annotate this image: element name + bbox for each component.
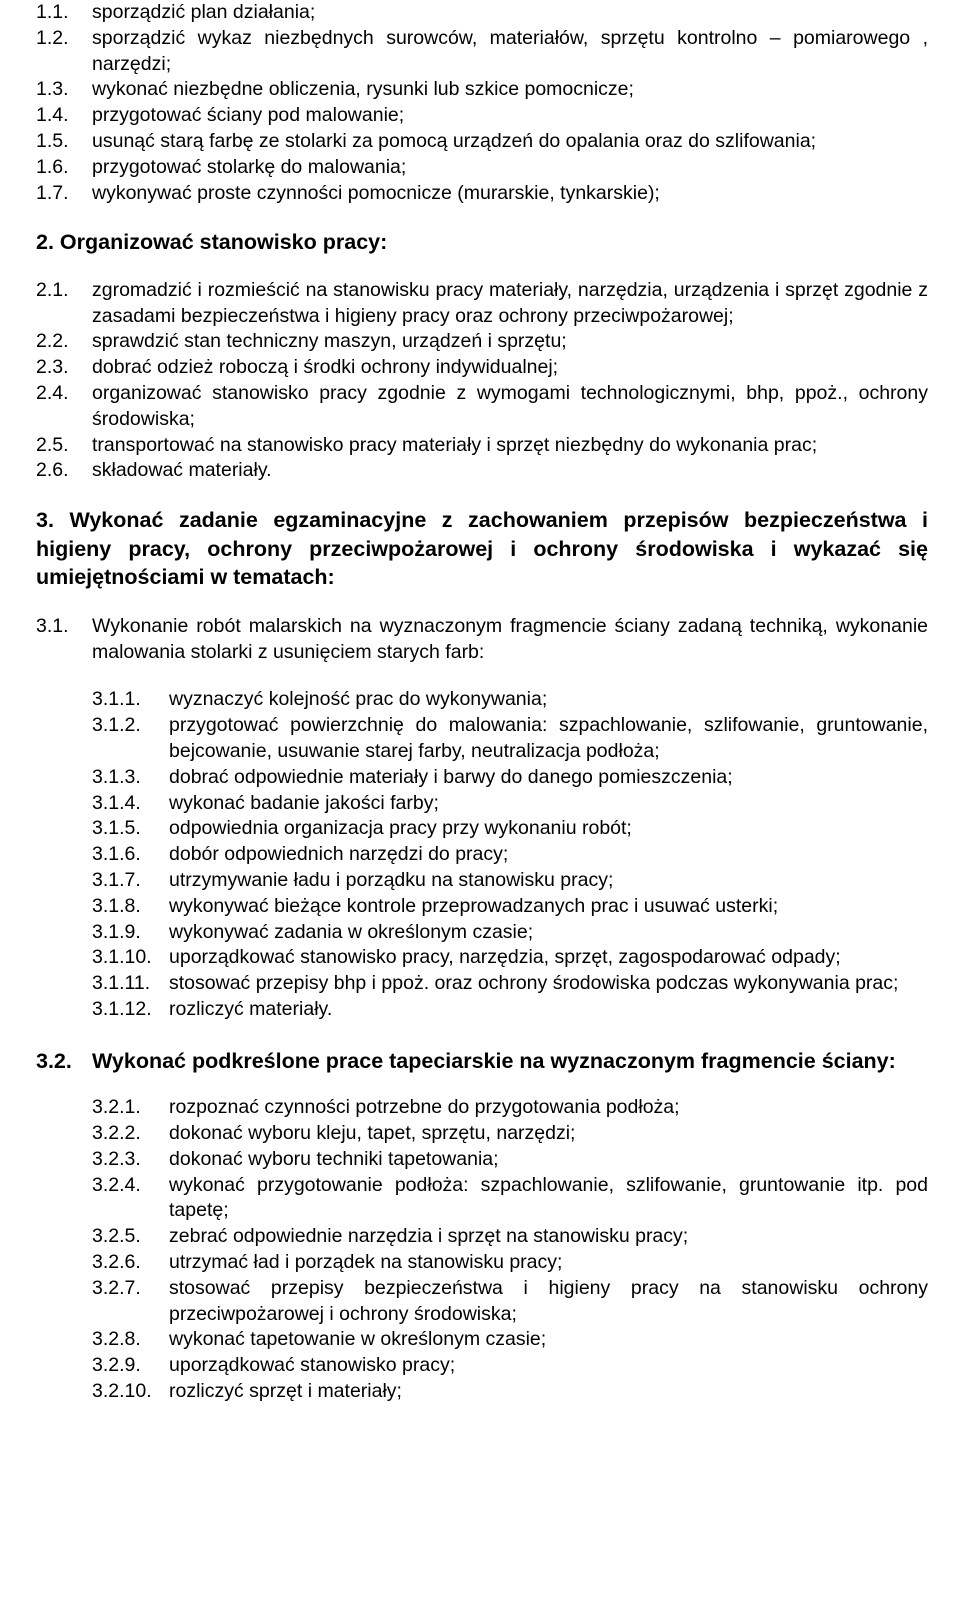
item-text: organizować stanowisko pracy zgodnie z wymogami technologicznymi, bhp, ppoż., ochrony środowiska; — [92, 382, 928, 430]
item-text: Wykonanie robót malarskich na wyznaczonym fragmencie ściany zadaną techniką, wykonanie malowania stolarki z usunięciem starych farb: — [92, 614, 928, 663]
list-item — [36, 181, 928, 207]
item-number: 3.2.8. — [92, 1328, 141, 1351]
item-number: 2.5. — [36, 433, 69, 456]
subsection-3-2 — [36, 1047, 928, 1076]
list-item — [92, 920, 928, 946]
item-text: dokonać wyboru techniki tapetowania; — [169, 1147, 499, 1170]
list-item — [92, 1147, 928, 1173]
item-number: 3.2.10. — [92, 1379, 152, 1402]
subsection-title — [36, 614, 928, 666]
list-item — [92, 1327, 928, 1353]
list-item — [36, 26, 928, 78]
list-item — [92, 945, 928, 971]
subsection-title: Wykonać podkreślone prace tapeciarskie na wyznaczonym fragmencie ściany: — [92, 1048, 896, 1073]
item-number: 3.1.6. — [92, 843, 141, 866]
subsection-3-1 — [36, 614, 928, 666]
list-item — [92, 971, 928, 997]
item-number: 2.3. — [36, 356, 69, 379]
item-text: zebrać odpowiednie narzędzia i sprzęt na stanowisku pracy; — [169, 1225, 689, 1248]
section1-list — [36, 0, 928, 206]
item-text: wykonać przygotowanie podłoża: szpachlowanie, szlifowanie, gruntowanie itp. pod tapetę; — [169, 1173, 928, 1222]
item-number: 3.1. — [36, 614, 69, 637]
item-text: dobrać odzież roboczą i środki ochrony indywidualnej; — [92, 356, 559, 379]
list-item — [92, 1379, 928, 1405]
item-text: stosować przepisy bezpieczeństwa i higieny pracy na stanowisku ochrony przeciwpożarowej i ochrony środowiska; — [169, 1276, 928, 1325]
list-item — [36, 355, 928, 381]
item-text: uporządkować stanowisko pracy, narzędzia, sprzęt, zagospodarować odpady; — [169, 946, 841, 969]
list-item — [92, 816, 928, 842]
item-number: 3.2.2. — [92, 1122, 141, 1144]
item-number: 3.2.5. — [92, 1225, 141, 1248]
section2-heading: 2. Organizować stanowisko pracy: — [36, 230, 388, 255]
item-number: 3.2.1. — [92, 1096, 141, 1119]
item-number: 3.1.1. — [92, 688, 141, 711]
item-number: 1.2. — [36, 26, 69, 49]
item-text: odpowiednia organizacja pracy przy wykonaniu robót; — [169, 817, 632, 840]
item-text: utrzymać ład i porządek na stanowisku pracy; — [169, 1250, 563, 1273]
item-number: 1.7. — [36, 181, 69, 204]
subsection-3-1-list — [36, 687, 928, 1022]
item-text: rozliczyć sprzęt i materiały; — [169, 1379, 402, 1402]
item-number: 1.1. — [36, 1, 69, 23]
item-text: usunąć starą farbę ze stolarki za pomocą urządzeń do opalania oraz do szlifowania; — [92, 129, 817, 152]
item-text: przygotować stolarkę do malowania; — [92, 155, 407, 178]
list-item — [92, 894, 928, 920]
item-number: 1.6. — [36, 155, 69, 178]
item-text: rozpoznać czynności potrzebne do przygotowania podłoża; — [169, 1096, 680, 1119]
item-text: dobór odpowiednich narzędzi do pracy; — [169, 843, 509, 866]
list-item — [92, 1224, 928, 1250]
item-text: składować materiały. — [92, 459, 272, 482]
item-number: 3.1.5. — [92, 817, 141, 840]
item-number: 3.1.10. — [92, 946, 152, 969]
item-number: 3.2.3. — [92, 1147, 141, 1170]
item-text: transportować na stanowisko pracy materiały i sprzęt niezbędny do wykonania prac; — [92, 433, 818, 456]
list-item — [92, 1121, 928, 1147]
item-text: dobrać odpowiednie materiały i barwy do danego pomieszczenia; — [169, 765, 733, 788]
list-item — [92, 868, 928, 894]
list-item — [92, 765, 928, 791]
item-text: dokonać wyboru kleju, tapet, sprzętu, narzędzi; — [169, 1122, 576, 1144]
list-item — [92, 1276, 928, 1328]
item-number: 3.1.2. — [92, 714, 141, 737]
item-number: 3.2. — [36, 1048, 72, 1073]
list-item — [36, 278, 928, 330]
item-number: 3.1.9. — [92, 920, 141, 943]
item-number: 1.3. — [36, 78, 69, 101]
item-text: wykonać tapetowanie w określonym czasie; — [169, 1328, 547, 1351]
list-item — [92, 791, 928, 817]
item-number: 2.6. — [36, 459, 69, 482]
list-item — [36, 329, 928, 355]
item-text: uporządkować stanowisko pracy; — [169, 1354, 456, 1377]
list-item — [36, 0, 928, 26]
item-number: 1.4. — [36, 104, 69, 127]
item-text: wykonywać zadania w określonym czasie; — [169, 920, 534, 943]
list-item — [92, 687, 928, 713]
list-item — [92, 713, 928, 765]
item-number: 3.2.7. — [92, 1276, 141, 1299]
list-item — [92, 842, 928, 868]
item-number: 3.1.12. — [92, 997, 152, 1020]
item-text: stosować przepisy bhp i ppoż. oraz ochrony środowiska podczas wykonywania prac; — [169, 972, 899, 995]
item-number: 3.1.11. — [92, 972, 151, 995]
item-number: 2.2. — [36, 330, 69, 353]
list-item — [36, 458, 928, 484]
item-text: wykonywać proste czynności pomocnicze (murarskie, tynkarskie); — [92, 181, 660, 204]
item-number: 3.2.9. — [92, 1354, 141, 1377]
item-text: przygotować ściany pod malowanie; — [92, 104, 405, 127]
item-text: sporządzić wykaz niezbędnych surowców, materiałów, sprzętu kontrolno – pomiarowego , narzędzi; — [92, 26, 928, 75]
list-item — [92, 997, 928, 1023]
list-item — [36, 129, 928, 155]
item-text: wykonywać bieżące kontrole przeprowadzanych prac i usuwać usterki; — [169, 894, 779, 917]
item-number: 3.1.8. — [92, 894, 141, 917]
list-item — [36, 155, 928, 181]
list-item — [92, 1095, 928, 1121]
item-number: 3.2.6. — [92, 1250, 141, 1273]
item-text: wykonać niezbędne obliczenia, rysunki lub szkice pomocnicze; — [92, 78, 634, 101]
item-number: 3.1.7. — [92, 868, 141, 891]
item-text: wykonać badanie jakości farby; — [169, 791, 439, 814]
item-text: zgromadzić i rozmieścić na stanowisku pracy materiały, narzędzia, urządzenia i sprzęt zgodnie z zasadami bezpieczeństwa i higieny pracy oraz ochrony przeciwpożarowej; — [92, 278, 928, 327]
item-number: 1.5. — [36, 129, 69, 152]
section2-list — [36, 278, 928, 484]
item-number: 3.2.4. — [92, 1173, 141, 1196]
list-item — [36, 77, 928, 103]
item-text: przygotować powierzchnię do malowania: szpachlowanie, szlifowanie, gruntowanie, bejcowanie, usuwanie starej farby, neutralizacja podłoża; — [169, 714, 928, 762]
item-text: sporządzić plan działania; — [92, 1, 316, 23]
list-item — [36, 433, 928, 459]
subsection-3-2-list — [36, 1095, 928, 1405]
list-item — [92, 1353, 928, 1379]
list-item — [36, 103, 928, 129]
item-text: sprawdzić stan techniczny maszyn, urządzeń i sprzętu; — [92, 330, 567, 353]
list-item — [92, 1173, 928, 1225]
item-text: utrzymywanie ładu i porządku na stanowisku pracy; — [169, 868, 614, 891]
item-number: 3.1.3. — [92, 765, 141, 788]
item-number: 3.1.4. — [92, 791, 141, 814]
item-text: rozliczyć materiały. — [169, 997, 333, 1020]
item-number: 2.4. — [36, 382, 69, 405]
list-item — [92, 1250, 928, 1276]
list-item — [36, 381, 928, 433]
item-text: wyznaczyć kolejność prac do wykonywania; — [169, 688, 548, 711]
section3-heading: 3. Wykonać zadanie egzaminacyjne z zachowaniem przepisów bezpieczeństwa i higieny pracy, ochrony przeciwpożarowej i ochrony środowiska i wykazać się umiejętnościami w tematach: — [36, 508, 928, 590]
item-number: 2.1. — [36, 278, 69, 301]
